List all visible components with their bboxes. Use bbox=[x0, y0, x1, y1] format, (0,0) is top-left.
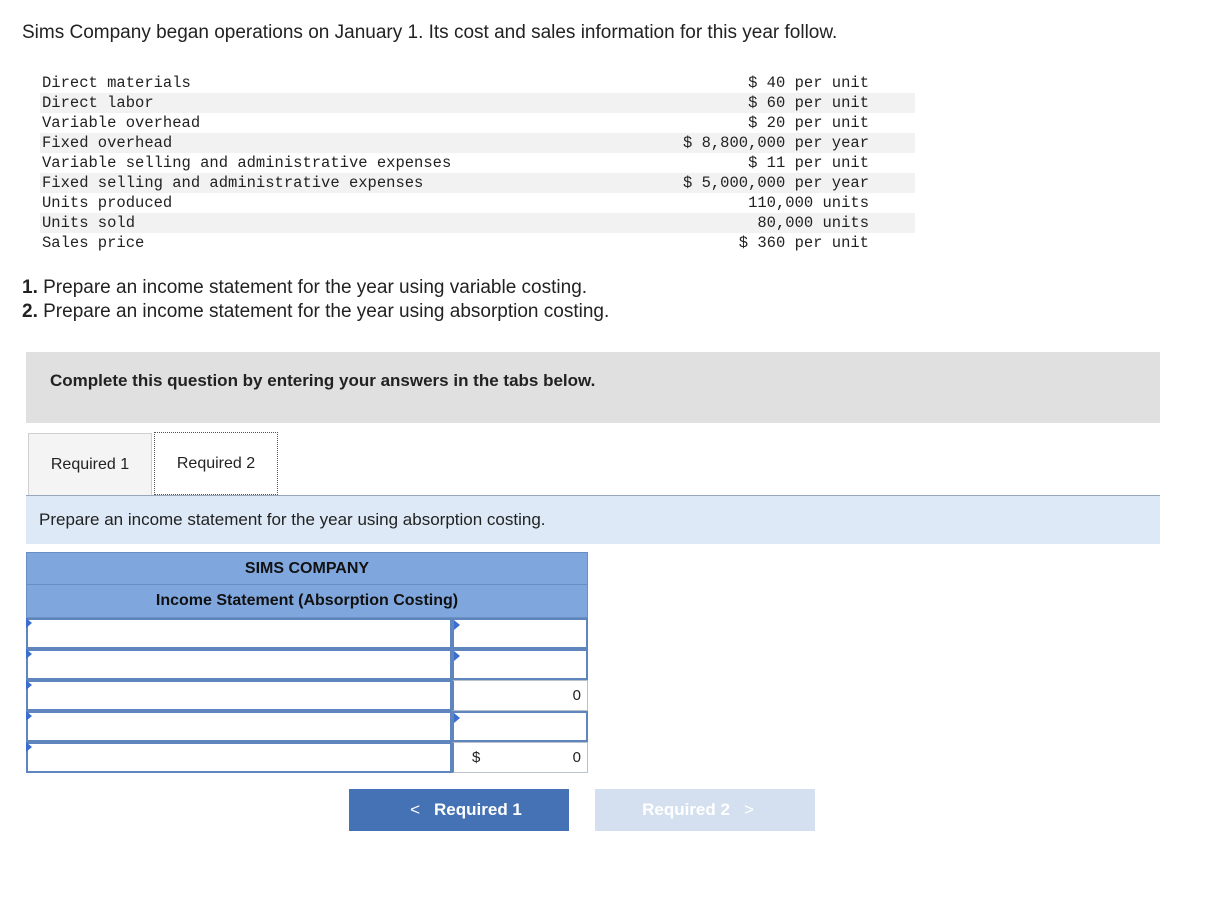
label-input[interactable] bbox=[26, 618, 452, 649]
question-number: 2. bbox=[22, 301, 38, 322]
previous-button[interactable] bbox=[349, 789, 569, 831]
dropdown-marker-icon bbox=[454, 713, 460, 723]
statement-row bbox=[26, 618, 588, 649]
income-statement bbox=[26, 552, 588, 773]
amount-input[interactable] bbox=[452, 649, 588, 680]
dropdown-marker-icon bbox=[26, 680, 32, 690]
table-row bbox=[40, 153, 915, 173]
tab-instruction-text: Prepare an income statement for the year using absorption costing. bbox=[39, 510, 546, 529]
question-text: Prepare an income statement for the year using variable costing. bbox=[37, 277, 588, 298]
dropdown-marker-icon bbox=[26, 649, 32, 659]
statement-row bbox=[26, 742, 588, 773]
table-row bbox=[40, 93, 915, 113]
amount-input[interactable] bbox=[452, 618, 588, 649]
chevron-left-icon: < bbox=[410, 800, 421, 819]
dropdown-marker-icon bbox=[454, 620, 460, 630]
cost-label: Direct materials bbox=[42, 74, 191, 92]
table-row bbox=[40, 113, 915, 133]
dropdown-marker-icon bbox=[26, 742, 32, 752]
chevron-right-icon: > bbox=[743, 800, 754, 819]
dropdown-marker-icon bbox=[454, 651, 460, 661]
label-input[interactable] bbox=[26, 742, 452, 773]
label-input[interactable] bbox=[26, 680, 452, 711]
cost-label: Units sold bbox=[40, 213, 598, 233]
amount-value: 0 bbox=[572, 749, 581, 766]
instructions-banner bbox=[26, 352, 1160, 423]
statement-row bbox=[26, 711, 588, 742]
label-input[interactable] bbox=[26, 711, 452, 742]
next-button-label: Required 2 bbox=[642, 800, 730, 819]
cost-value: 80,000 units bbox=[598, 213, 915, 233]
cost-label: Fixed selling and administrative expenses bbox=[40, 173, 598, 193]
table-row bbox=[40, 133, 915, 153]
next-button[interactable] bbox=[595, 789, 815, 831]
dropdown-marker-icon bbox=[26, 618, 32, 628]
computed-amount bbox=[452, 742, 588, 773]
cost-value: $ 20 per unit bbox=[748, 114, 869, 132]
question-text: Prepare an income statement for the year using absorption costing. bbox=[37, 301, 610, 322]
previous-button-label: Required 1 bbox=[434, 800, 522, 819]
statement-title: Income Statement (Absorption Costing) bbox=[26, 585, 588, 618]
table-row bbox=[40, 73, 915, 93]
cost-label: Direct labor bbox=[40, 93, 598, 113]
computed-amount bbox=[452, 680, 588, 711]
questions bbox=[22, 276, 609, 324]
table-row bbox=[40, 193, 915, 213]
cost-label: Units produced bbox=[42, 194, 173, 212]
tab-required-1[interactable]: Required 1 bbox=[28, 433, 152, 495]
amount-input[interactable] bbox=[452, 711, 588, 742]
banner-text: Complete this question by entering your answers in the tabs below. bbox=[50, 371, 596, 390]
cost-value: $ 60 per unit bbox=[598, 93, 915, 113]
cost-label: Variable overhead bbox=[42, 114, 201, 132]
cost-value: $ 360 per unit bbox=[738, 234, 869, 252]
label-input[interactable] bbox=[26, 649, 452, 680]
cost-data-table bbox=[40, 73, 915, 253]
cost-value: $ 5,000,000 per year bbox=[598, 173, 915, 193]
statement-company-name: SIMS COMPANY bbox=[26, 552, 588, 585]
amount-value: 0 bbox=[572, 687, 581, 704]
tab-required-2[interactable]: Required 2 bbox=[154, 432, 278, 495]
statement-row bbox=[26, 680, 588, 711]
currency-symbol: $ bbox=[472, 749, 481, 766]
statement-row bbox=[26, 649, 588, 680]
question-1 bbox=[22, 276, 609, 300]
cost-value: 110,000 units bbox=[748, 194, 869, 212]
question-2 bbox=[22, 300, 609, 324]
tab-instruction-bar bbox=[26, 496, 1160, 544]
cost-value: $ 11 per unit bbox=[748, 154, 869, 172]
table-row bbox=[40, 233, 915, 253]
intro-text: Sims Company began operations on January 1. Its cost and sales information for this year follow. bbox=[22, 22, 838, 43]
table-row bbox=[40, 173, 915, 193]
cost-value: $ 40 per unit bbox=[748, 74, 869, 92]
cost-label: Variable selling and administrative expenses bbox=[42, 154, 452, 172]
cost-label: Sales price bbox=[42, 234, 145, 252]
dropdown-marker-icon bbox=[26, 711, 32, 721]
table-row bbox=[40, 213, 915, 233]
cost-label: Fixed overhead bbox=[40, 133, 598, 153]
question-number: 1. bbox=[22, 277, 38, 298]
cost-value: $ 8,800,000 per year bbox=[598, 133, 915, 153]
